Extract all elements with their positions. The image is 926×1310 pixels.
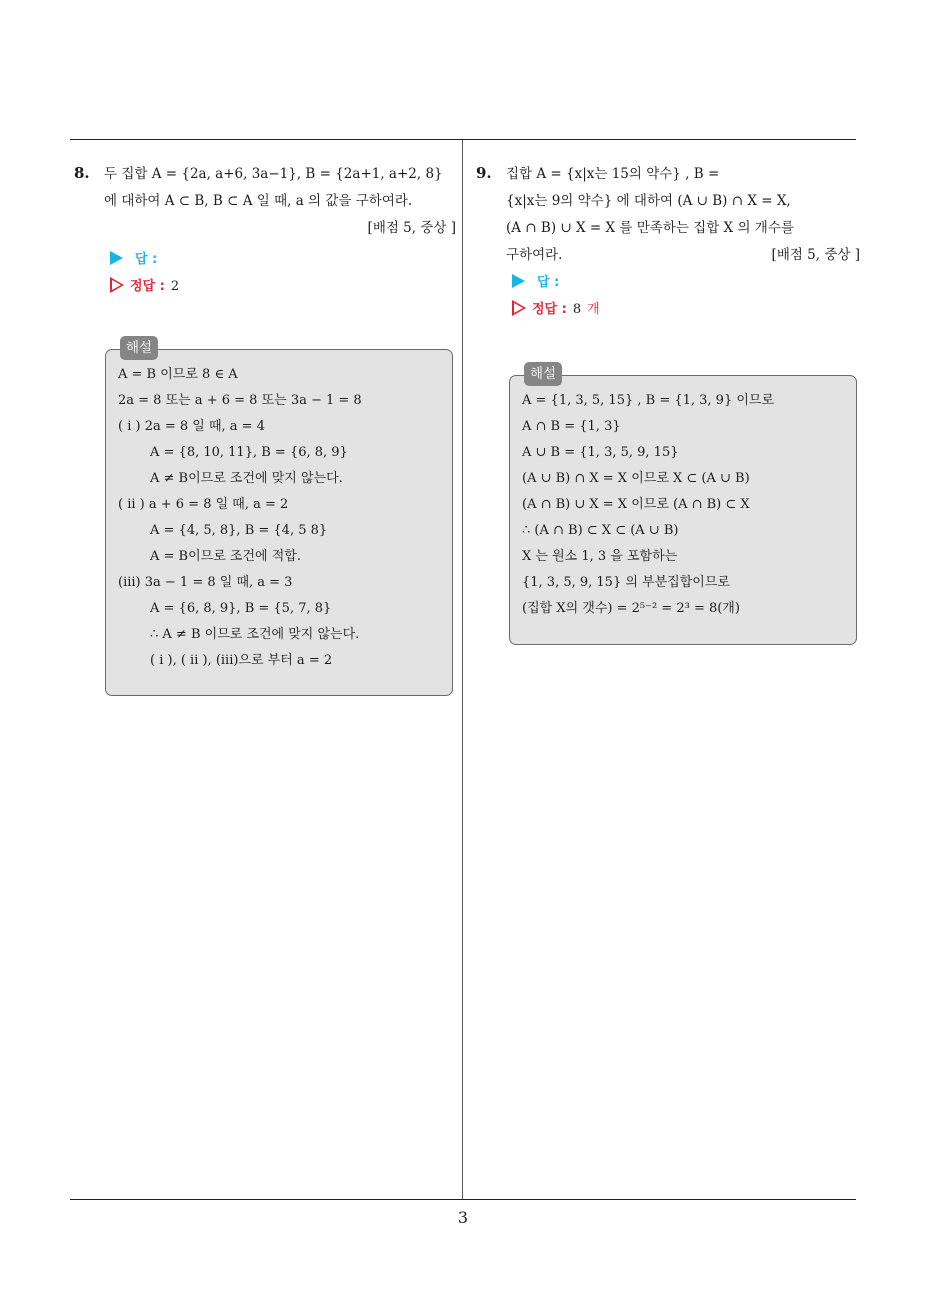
top-rule	[70, 139, 856, 140]
solution-line: A = {1, 3, 5, 15} , B = {1, 3, 9} 이므로	[522, 393, 775, 408]
solution-line: A ∪ B = {1, 3, 5, 9, 15}	[522, 445, 679, 460]
solution-line: A = {4, 5, 8}, B = {4, 5 8}	[150, 523, 328, 538]
question-text: {x|x는 9의 약수} 에 대하여 (A ∪ B) ∩ X = X,	[506, 193, 791, 209]
solution-line: ( i ) 2a = 8 일 때, a = 4	[118, 419, 265, 434]
question-text: 에 대하여 A ⊂ B, B ⊂ A 일 때, a 의 값을 구하여라.	[104, 193, 413, 209]
solution-line: (집합 X의 갯수) = 2⁵⁻² = 2³ = 8(개)	[522, 601, 740, 616]
question-8	[74, 160, 456, 300]
correct-answer-row	[74, 273, 456, 300]
column-divider	[462, 140, 463, 1200]
solution-tab: 해설	[524, 362, 562, 386]
solution-line: (iii) 3a − 1 = 8 일 때, a = 3	[118, 575, 293, 590]
answer-label: 답 :	[537, 275, 560, 290]
solution-line: X 는 원소 1, 3 을 포함하는	[522, 549, 678, 564]
solution-line: A = {8, 10, 11}, B = {6, 8, 9}	[150, 445, 348, 460]
question-text: 두 집합 A = {2a, a+6, 3a−1}, B = {2a+1, a+2, 8}	[104, 166, 443, 182]
solution-line: A = {6, 8, 9}, B = {5, 7, 8}	[150, 601, 332, 616]
answer-label: 답 :	[135, 252, 158, 267]
correct-answer-row	[476, 296, 860, 323]
solution-line: (A ∪ B) ∩ X = X 이므로 X ⊂ (A ∪ B)	[522, 471, 750, 486]
solution-line: {1, 3, 5, 9, 15} 의 부분집합이므로	[522, 575, 730, 590]
solution-line: A ≠ B이므로 조건에 맞지 않는다.	[150, 471, 343, 486]
play-arrow-icon	[512, 274, 525, 288]
page-number: 3	[457, 1208, 469, 1227]
solution-line: 2a = 8 또는 a + 6 = 8 또는 3a − 1 = 8	[118, 393, 362, 408]
answer-row	[476, 269, 860, 296]
solution-line: ( i ), ( ii ), (iii)으로 부터 a = 2	[150, 653, 333, 668]
score-label: [배점 5, 중상 ]	[771, 247, 860, 263]
solution-tab: 해설	[120, 336, 158, 360]
solution-box-9	[509, 366, 857, 645]
correct-value: 2	[170, 279, 180, 294]
correct-label: 정답 :	[130, 279, 165, 294]
solution-line: ∴ (A ∩ B) ⊂ X ⊂ (A ∪ B)	[522, 523, 679, 538]
solution-line: (A ∩ B) ∪ X = X 이므로 (A ∩ B) ⊂ X	[522, 497, 750, 512]
outline-arrow-icon	[512, 300, 526, 316]
question-text: (A ∩ B) ∪ X = X 를 만족하는 집합 X 의 개수를	[506, 220, 794, 236]
solution-line: ( ii ) a + 6 = 8 일 때, a = 2	[118, 497, 289, 512]
bottom-rule	[70, 1199, 856, 1200]
solution-line: A ∩ B = {1, 3}	[522, 419, 621, 434]
question-9	[476, 160, 860, 323]
correct-label: 정답 :	[532, 302, 567, 317]
solution-line: A = B이므로 조건에 적합.	[150, 549, 301, 564]
correct-value: 8	[572, 302, 582, 317]
question-9-last-line	[476, 242, 860, 269]
correct-unit: 개	[587, 302, 600, 317]
question-9-line-1	[476, 160, 860, 188]
play-arrow-icon	[110, 251, 123, 265]
solution-line: ∴ A ≠ B 이므로 조건에 맞지 않는다.	[150, 627, 360, 642]
solution-box-8	[105, 340, 453, 696]
score-label: [배점 5, 중상 ]	[367, 220, 456, 236]
question-text: 집합 A = {x|x는 15의 약수} , B =	[506, 166, 720, 182]
question-number: 8.	[74, 164, 90, 182]
question-8-line-1	[74, 160, 456, 188]
question-number: 9.	[476, 164, 492, 182]
outline-arrow-icon	[110, 277, 124, 293]
answer-row	[74, 246, 456, 273]
question-text: 구하여라.	[506, 247, 563, 263]
solution-line: A = B 이므로 8 ∈ A	[118, 367, 238, 382]
